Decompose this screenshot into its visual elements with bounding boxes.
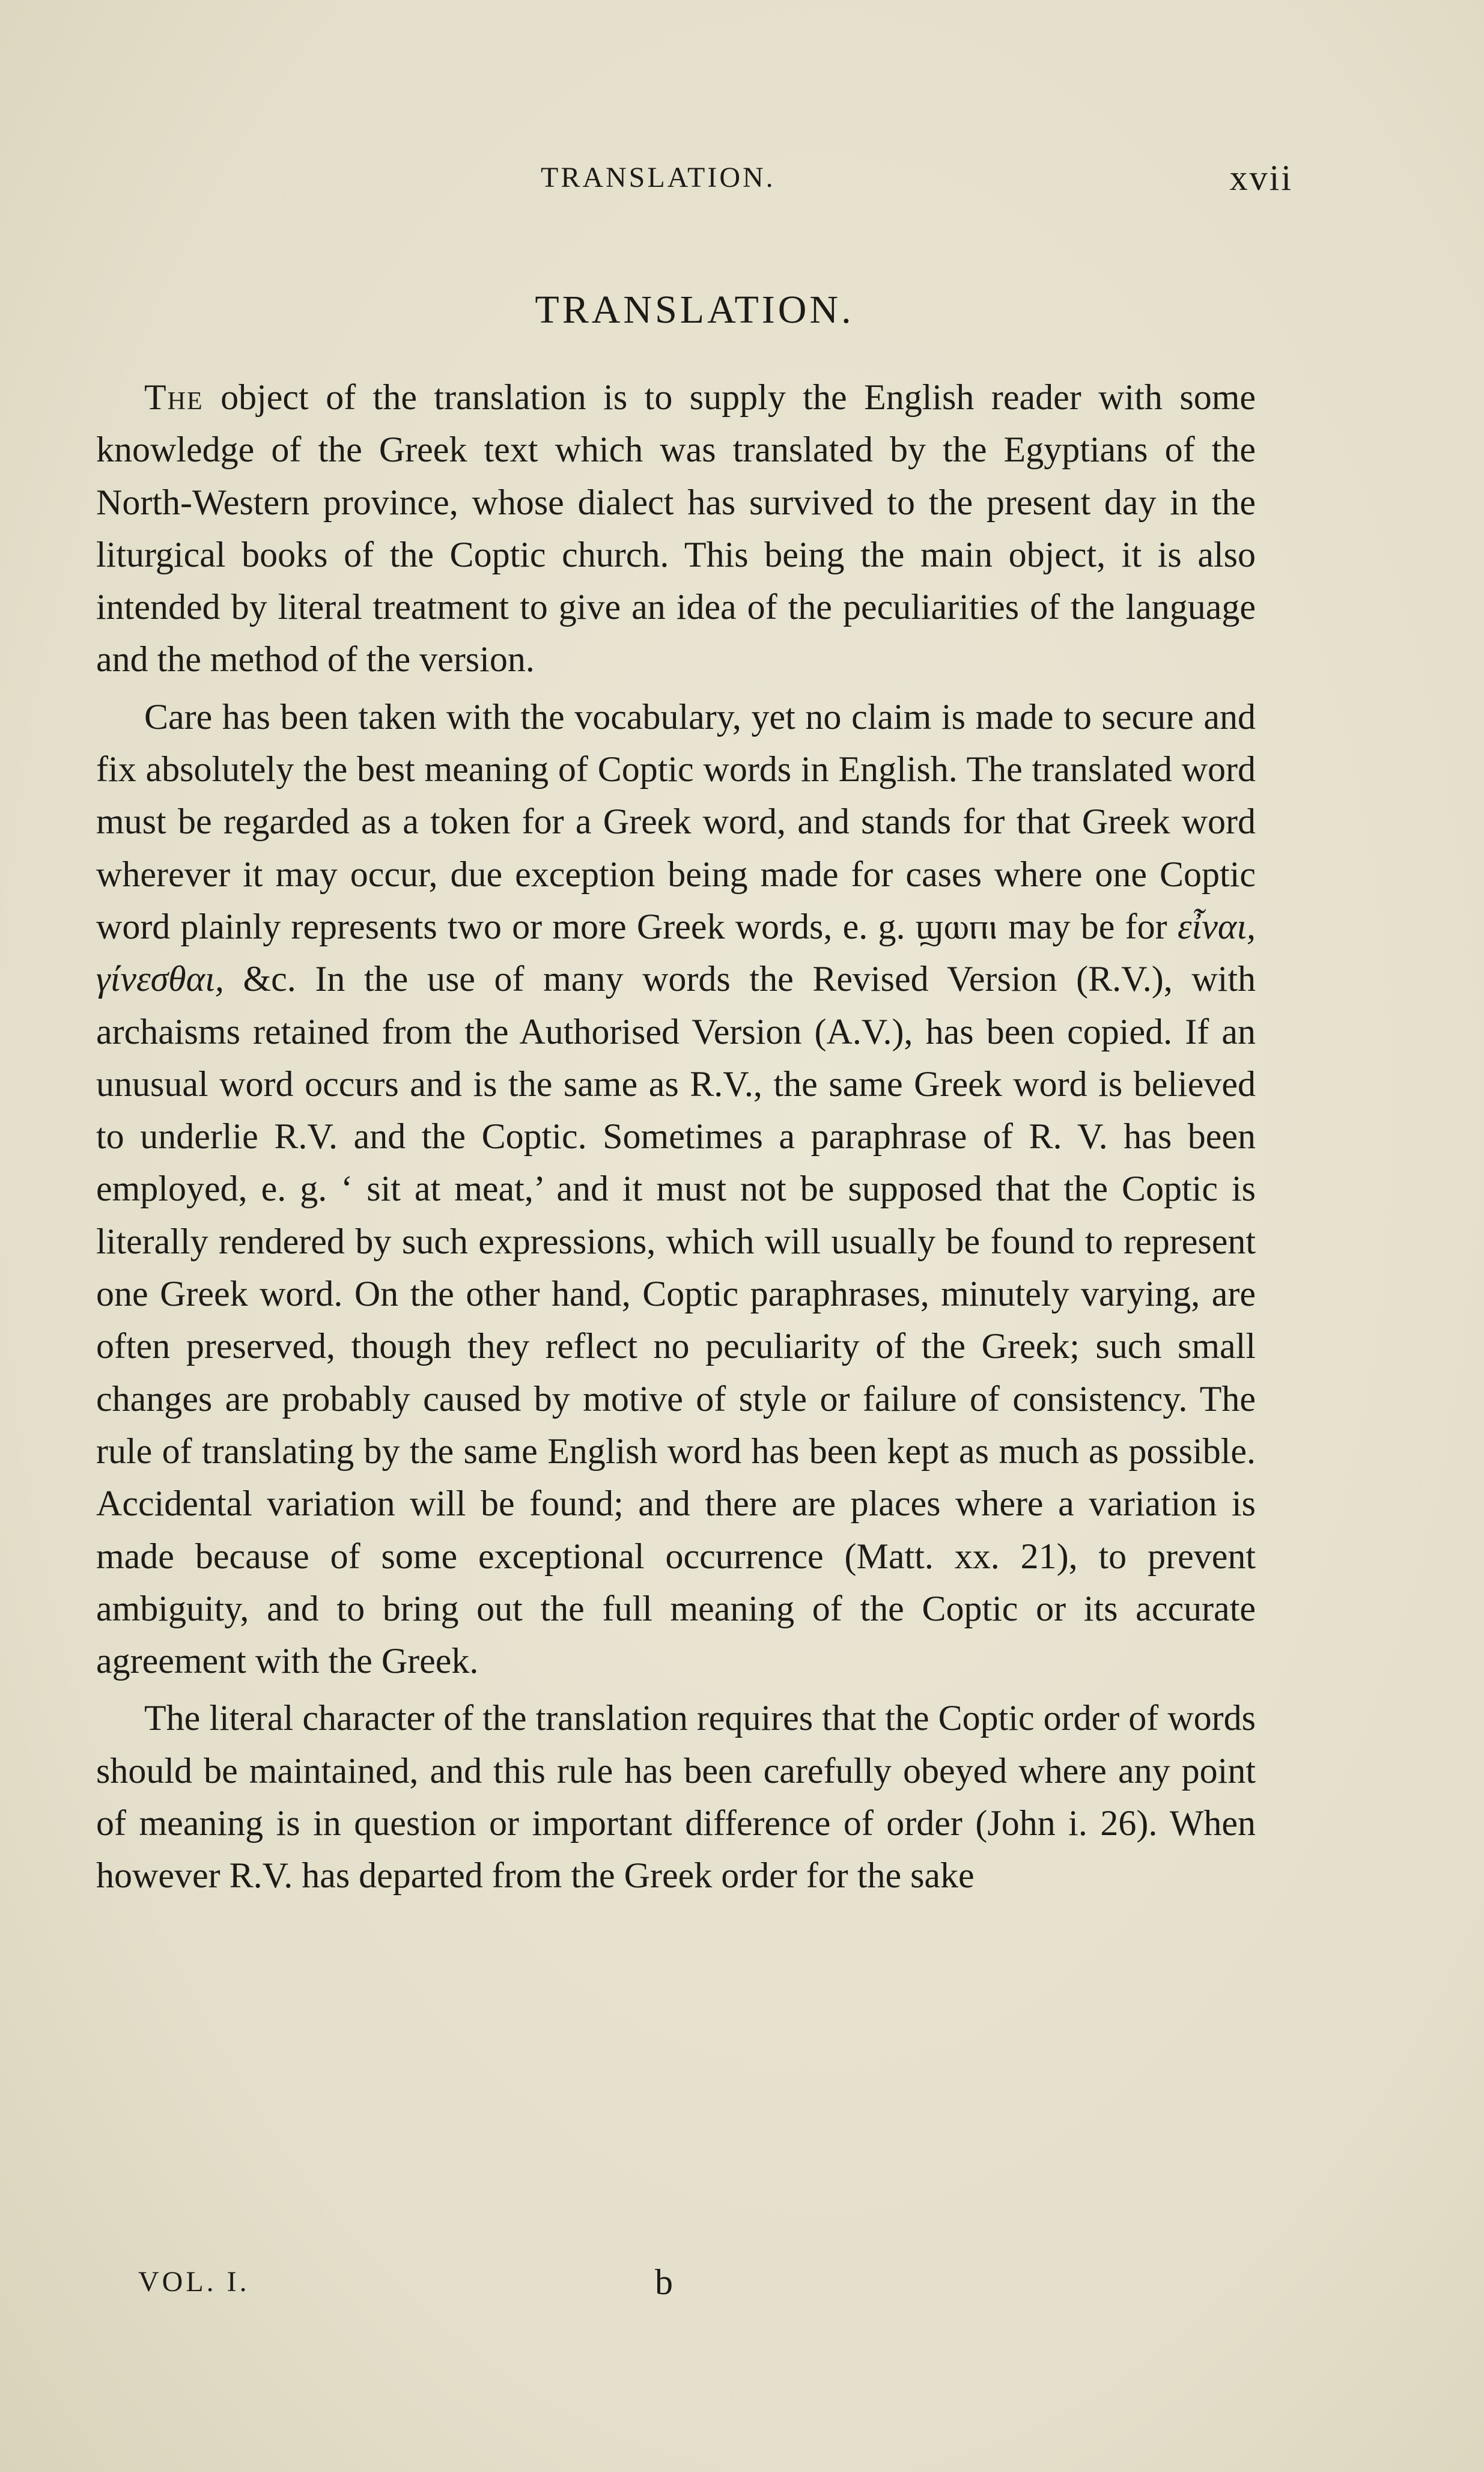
paragraph-2-text-start: Care has been taken with the vocabulary, yet no claim is made to secure and fix absolutely the best meaning of Coptic words in English. The translated word must be regarded as a token for a Greek word, and stands for that Greek word wherever it may occur, due exception being made for cases where one Coptic word plainly represents two or more Greek words, e. g.	[96, 696, 1256, 946]
paragraph-2-text-end: &c. In the use of many words the Revised Version (R.V.), with archaisms retained from the Authorised Version (A.V.), has been copied. If an unusual word occurs and is the same as R.V., the same Greek word is believed to underlie R.V. and the Coptic. Sometimes a paraphrase of R. V. has been employed, e. g. ‘ sit at meat,’ and it must not be supposed that the Coptic is literally rendered by such expressions, which will usually be found to represent one Greek word. On the other hand, Coptic paraphrases, minutely varying, are often preserved, though they reflect no peculiarity of the Greek; such small changes are probably caused by motive of style or failure of consistency. The rule of translating by the same English word has been kept as much as possible. Accidental variation will be found; and there are places where a variation is made because of some exceptional occurrence (Matt. xx. 21), to prevent ambiguity, and to bring out the full meaning of the Coptic or its accurate agreement with the Greek.	[96, 959, 1256, 1681]
running-head	[96, 158, 1293, 203]
volume-label: VOL. I.	[138, 2266, 250, 2298]
paragraph-1	[96, 371, 1256, 686]
paragraph-1-lead-word: The	[144, 377, 204, 417]
signature-mark: b	[655, 2262, 673, 2302]
section-title: TRANSLATION.	[535, 288, 854, 332]
body-text	[96, 371, 1256, 1902]
paragraph-2	[96, 691, 1256, 1688]
page-number: xvii	[1229, 158, 1293, 198]
greek-words: εἶναι, γίνεσθαι,	[96, 906, 1256, 999]
page-footer	[96, 2262, 1293, 2313]
paragraph-2-text-middle: may be for	[1008, 906, 1167, 946]
paragraph-3: The literal character of the translation requires that the Coptic order of words should be maintained, and this rule has been carefully obeyed where any point of meaning is in question or important difference of order (John i. 26). When however R.V. has departed from the Greek order for the sake	[96, 1698, 1256, 1896]
coptic-word: ϣⲱⲡⲓ	[915, 906, 998, 946]
running-head-title: TRANSLATION.	[541, 162, 776, 193]
paragraph-1-text: object of the translation is to supply the English reader with some knowledge of the Greek text which was translated by the Egyptians of the North-Western province, whose dialect has survived to the present day in the liturgical books of the Coptic church. This being the main object, it is also intended by literal treatment to give an idea of the peculiarities of the language and the method of the version.	[96, 377, 1256, 680]
